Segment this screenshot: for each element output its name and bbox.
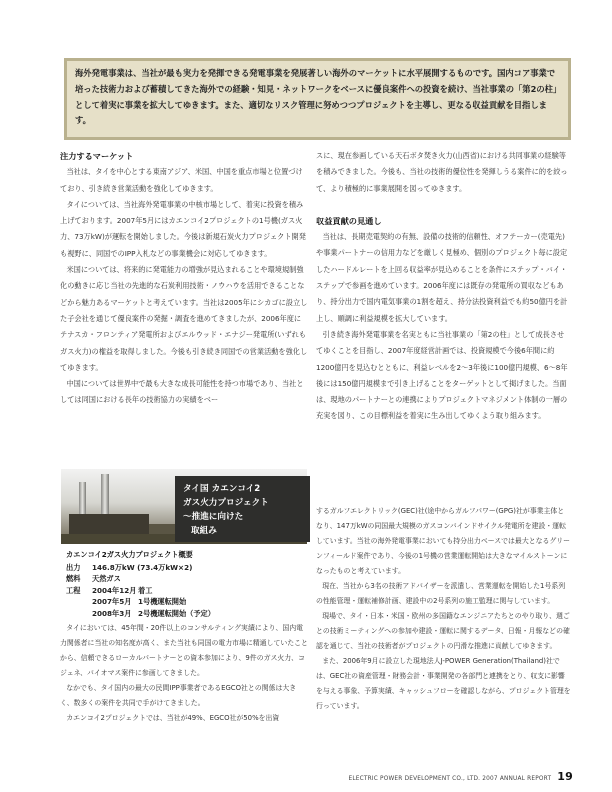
paragraph: タイについては、当社海外発電事業の中核市場として、着実に投資を積み上げております。2007年5月にはカエンコイ2プロジェクトの1号機(ガス火力、73万kW)が運転を開始しました。今後は新規石炭火力プロジェクト開発も視野に、同国でのIPP入札などの事業機会に対応してゆきます。 [60,199,306,258]
paragraph: また、2006年9月に設立した現地法人J-POWER Generation(Thailand)社では、GEC社の資産管理・財務会計・事業開発の各部門と連携をとり、収支に影響を与える事象、予算実績、キャッシュフローを確認しながら、プロジェクト管理を行っています。 [316,657,571,710]
left-column-top [60,148,308,409]
overview-label: 出力 [66,562,81,572]
paragraph: 米国については、将来的に発電能力の増強が見込まれることや環境規制強化の動きに応じ当社の先進的な石炭利用技術・ノウハウを活用できることなどから魅力あるマーケットと考えています。当社は2005年にシカゴに設立した子会社を通じて優良案件の発掘・調査を進めてきましたが、2006年度にテナスカ・フロンティア発電所およびエルウッド・エナジー発電所(いずれもガス火力)の権益を取得しました。今後も引き続き同国での営業活動を強化してゆきます。 [60,265,308,372]
overview-label: 工程 [66,585,81,595]
page-footer [330,770,573,783]
schedule-event: 着工 [138,585,153,595]
paragraph: 引き続き海外発電事業を名実ともに当社事業の「第2の柱」として成長させてゆくことを目指し、2007年度経営計画では、投資規模で今後6年間に約1200億円を見込むとともに、利益レベルを2〜3年後に100億円規模、6〜8年後には150億円規模まで引き上げることをターゲットとして掲げました。当面は、現地のパートナーとの連携によりプロジェクトマネジメント体制の一層の充実を図り、この目標利益を着実に生み出してゆくよう取り組みます。 [316,329,568,421]
paragraph: 当社は、長期売電契約の有無、設備の技術的信頼性、オフテーカー(売電先)や事業パートナーの信用力などを厳しく見極め、個別のプロジェクト毎に設定したハードルレートを上回る収益率が見込めることを条件にステップ・バイ・ステップで参画を進めています。2006年度には既存の発電所の買収などもあり、持分出力で国内電気事業の1割を超え、持分法投資利益でも約50億円を計上し、順調に利益規模を拡大しています。 [316,232,568,323]
caption-line: 〜推進に向けた [183,512,244,522]
intro-summary-box: 海外発電事業は、当社が最も実力を発揮できる発電事業を発展著しい海外のマーケットに水平展開するものです。国内コア事業で培った技術力および蓄積してきた海外での経験・知見・ネットワークをベースに優良案件への投資を続け、当社事業の「第2の柱」として着実に事業を拡大してゆきます。また、適切なリスク管理に努めつつプロジェクトを主導し、更なる収益貢献を目指します。 [64,58,571,140]
paragraph: 現場で、タイ・日本・米国・欧州の多国籍なエンジニアたちとのやり取り、週ごとの技術ミーティングへの参加や建設・運転に関するデータ、日報・月報などの確認を通じて、当社の技術者がプロジェクトの円滑な推進に貢献してゆきます。 [316,612,570,650]
schedule-date: 2008年3月 [92,608,132,618]
section-heading-markets: 注力するマーケット [60,151,134,161]
overview-value: 146.8万kW (73.4万kW×2) [92,562,193,572]
footer-company: ELECTRIC POWER DEVELOPMENT CO., LTD. [348,776,481,782]
paragraph: なかでも、タイ国内の最大の民間IPP事業者であるEGCO社との関係は大きく、数多くの案件を共同で手がけてきました。 [60,684,297,707]
paragraph: 当社は、タイを中心とする東南アジア、米国、中国を重点市場と位置づけており、引き続き営業活動を強化してゆきます。 [60,167,303,193]
paragraph: 中国については世界中で最も大きな成長可能性を持つ市場であり、当社としては同国における長年の技術協力の実績をベー [60,379,304,405]
caption-line: ガス火力プロジェクト [183,498,269,508]
photo-caption-box [175,476,310,542]
right-column-bottom [316,504,571,714]
paragraph: 現在、当社から3名の技術アドバイザーを派遣し、営業運転を開始した1号系列の性能管理・運転補修計画、建設中の2号系列の施工監理に関与しています。 [316,582,566,605]
schedule-date: 2004年12月 [92,585,137,595]
left-column-bottom [60,621,308,726]
paragraph-continued: スに、現在参画している天石ボタ焚き火力(山西省)における共同事業の経験等を積みできました。今後も、当社の技術的優位性を発揮しうる案件に的を絞って、より積極的に事業展開を図ってゆきます。 [316,151,568,193]
schedule-event: 2号機運転開始（予定） [138,608,215,618]
section-heading-earnings: 収益貢献の見通し [316,215,382,226]
caption-line: 取組み [191,526,217,536]
schedule-event: 1号機運転開始 [138,597,187,606]
paragraph-continued: するガルフエレクトリック(GEC)社(途中からガルフパワー(GPG)社が事業主体となり、147万kWの同国最大規模のガスコンバインドサイクル発電所を建設・運転しています。当社の海外発電事業においても持分出力ベースでは最大となるグリーンフィールド案件であり、今後の1号機の営業運転開始は大きなマイルストーンになったものと考えています。 [316,507,571,575]
caption-line: タイ国 カエンコイ2 [183,484,261,494]
schedule-date: 2007年5月 [92,597,132,606]
overview-title: カエンコイ2ガス火力プロジェクト概要 [66,550,193,559]
paragraph: カエンコイ2プロジェクトでは、当社が49%、EGCO社が50%を出資 [66,714,280,722]
page-number: 19 [557,770,573,783]
paragraph: タイにおいては、45年間・20件以上のコンサルティング実績により、国内電力関係者に当社の知名度が高く、また当社も同国の電力市場に精通していたことから、信頼できるローカルパートナーとの資本参加により、9件のガス火力、コジェネ、バイオマス案件に参画してきました。 [60,624,308,677]
right-column-top [316,148,571,425]
project-overview [66,549,306,619]
footer-report: 2007 ANNUAL REPORT [482,776,552,782]
overview-label: 燃料 [66,574,81,583]
overview-value: 天然ガス [92,574,121,583]
